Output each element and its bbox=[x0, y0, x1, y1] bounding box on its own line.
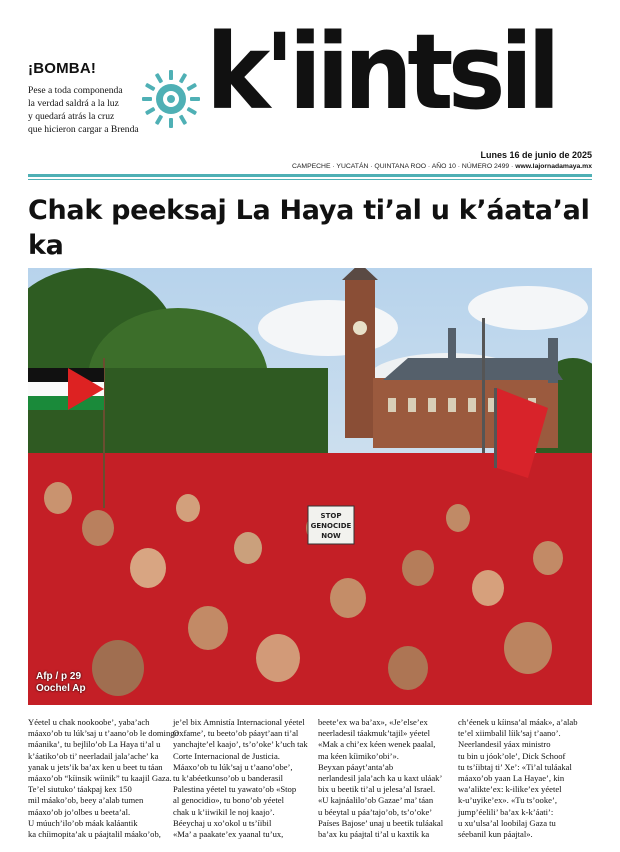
body-line: tu bin u jóok’ole’, Dick Schoof bbox=[458, 750, 566, 761]
body-line: ka chíimopita’ak u páajtalil máako’ob, bbox=[28, 829, 161, 840]
body-line: nerlandesil jala’ach ka u kaxt uláak’ bbox=[318, 773, 443, 784]
body-line: yanchajte’el kaajo’, ts’o’oke’ k’uch tak bbox=[173, 739, 308, 750]
cloud bbox=[468, 286, 588, 330]
body-line: Béeychaj u xo’okol u ts’íibil bbox=[173, 817, 272, 828]
body-line: je’el bix Amnistía Internacional yéetel bbox=[173, 717, 305, 727]
body-line: neerladesil táakmuk’tajil» yéetel bbox=[318, 728, 430, 739]
body-line: Países Bajose’ unaj u beetik tuláakal bbox=[318, 817, 444, 828]
sign-text: NOW bbox=[321, 532, 341, 540]
body-line: máaxo’ob tu lúk’saj u t’aano’ob le domingo bbox=[28, 728, 179, 739]
article-column-4 bbox=[458, 717, 578, 840]
header-rule-thin bbox=[28, 179, 592, 180]
article-column-2 bbox=[173, 717, 308, 840]
body-line: tu ts’íibtaj ti’ Xe’: «Ti’al tuláakal bbox=[458, 761, 572, 772]
body-line: máanika’, tu bejlilo’ob La Haya ti’al u bbox=[28, 739, 161, 750]
photo-credit-line: Afp / p 29 bbox=[36, 671, 82, 682]
masthead-title: k'iintsil bbox=[206, 11, 555, 133]
body-line: u xu’ulsa’al loobilaj Gaza tu bbox=[458, 817, 556, 828]
photo-credit-line: Oochel Ap bbox=[36, 683, 86, 694]
sign-text: GENOCIDE bbox=[310, 522, 352, 530]
body-line: beete’ex wa ba’ax», «Je’else’ex bbox=[318, 717, 428, 727]
body-line: Te’el siutuko’ táakpaj kex 150 bbox=[28, 784, 132, 795]
body-line: mil máako’ob, beey a’alab tumen bbox=[28, 795, 144, 806]
logo-sun-icon bbox=[141, 69, 201, 129]
body-line: ch’éenek u kíinsa’al máak», a’alab bbox=[458, 717, 578, 727]
body-line: tu k’abéetkunso’ob u banderasil bbox=[173, 773, 284, 784]
body-line: bix u beetik ti’al u jelesa’al Israel. bbox=[318, 784, 436, 795]
tease-line: la verdad saldrá a la luz bbox=[28, 98, 119, 109]
headline-line: Chak peeksaj La Haya ti’al u k’áata’al ka bbox=[28, 195, 590, 261]
tease-line: que hicieron cargar a Brenda bbox=[28, 124, 139, 135]
tease-line: Pese a toda componenda bbox=[28, 85, 123, 96]
body-line: k’áatiko’ob ti’ neerladail jala’ache’ ka bbox=[28, 750, 159, 761]
body-line: «U kajnáalilo’ob Gazae’ ma’ táan bbox=[318, 795, 434, 806]
body-line: Yéetel u chak nookoobe’, yaba’ach bbox=[28, 717, 150, 727]
body-line: Oxfame’, tu beeto’ob páayt’aan ti’al bbox=[173, 728, 299, 739]
body-line: wa’alikte’ex: k-ilike’ex yéetel bbox=[458, 784, 562, 795]
body-line: ma kéen kíimiko’obi’». bbox=[318, 750, 399, 761]
logo-sun-pupil bbox=[167, 95, 175, 103]
tease-line: y quedará atrás la cruz bbox=[28, 111, 115, 122]
article-column-1 bbox=[28, 717, 179, 840]
body-line: séebanil kun páajtal». bbox=[458, 829, 533, 840]
body-line: máaxo’ob “kíinsik wíinik” tu kaajil Gaza. bbox=[28, 773, 172, 784]
body-line: ba’ax ku páajtal ti’al u kaxtik ka bbox=[318, 829, 430, 840]
body-line: Neerlandesil yáax ministro bbox=[458, 739, 551, 750]
body-line: U múuch’ilo’ob máak kaláantik bbox=[28, 817, 138, 828]
body-line: Palestina yéetel tu yawato’ob «Stop bbox=[173, 784, 297, 795]
bomba-heading: ¡BOMBA! bbox=[28, 60, 97, 77]
body-line: chak u k’iiwikil le noj kaajo’. bbox=[173, 806, 275, 817]
cloud bbox=[258, 300, 398, 356]
issue-info bbox=[292, 163, 592, 170]
tease-verse bbox=[28, 84, 148, 136]
photo-credit bbox=[36, 671, 86, 695]
issue-info-text: CAMPECHE · YUCATÁN · QUINTANA ROO · AÑO 10 · NÚMERO 2499 · bbox=[291, 163, 514, 170]
sign-text: STOP bbox=[320, 512, 342, 520]
body-line: k-u’uyike’ex». «Tu ts’ooke’, bbox=[458, 795, 557, 806]
body-line: «Ma’ a paakate’ex yaanal tu’ux, bbox=[173, 829, 284, 840]
body-line: Corte Internacional de Justicia. bbox=[173, 750, 280, 761]
body-line: yanak u jets’ik ba’ax ken u beet tu táan bbox=[28, 761, 163, 772]
body-line: máaxo’ob jo’olbes u beeta’al. bbox=[28, 806, 131, 817]
body-line: jump’éelili’ ba’ax k-k’áati’: bbox=[458, 806, 554, 817]
lamp-post bbox=[482, 318, 485, 458]
issue-date: Lunes 16 de junio de 2025 bbox=[480, 150, 592, 160]
body-line: u béeytal u páa’tajo’ob, ts’o’oke’ bbox=[318, 806, 433, 817]
body-line: Máaxo’ob tu lúk’saj u t’aano’obe’, bbox=[173, 761, 293, 772]
body-line: «Mak a chi’ex kéen wenek paalal, bbox=[318, 739, 436, 750]
header-rule-thick bbox=[28, 174, 592, 177]
website-link[interactable]: www.lajornadamaya.mx bbox=[515, 163, 592, 170]
body-line: al genocidio», tu bono’ob yéetel bbox=[173, 795, 284, 806]
body-line: Beyxan páayt’anta’ab bbox=[318, 761, 394, 772]
body-line: máaxo’ob yaan La Hayae’, kin bbox=[458, 773, 565, 784]
protest-sign bbox=[308, 506, 354, 544]
protest-photo bbox=[28, 268, 592, 705]
article-column-3 bbox=[318, 717, 443, 840]
body-line: te’el xiimbalil líik’saj t’aano’. bbox=[458, 728, 561, 739]
